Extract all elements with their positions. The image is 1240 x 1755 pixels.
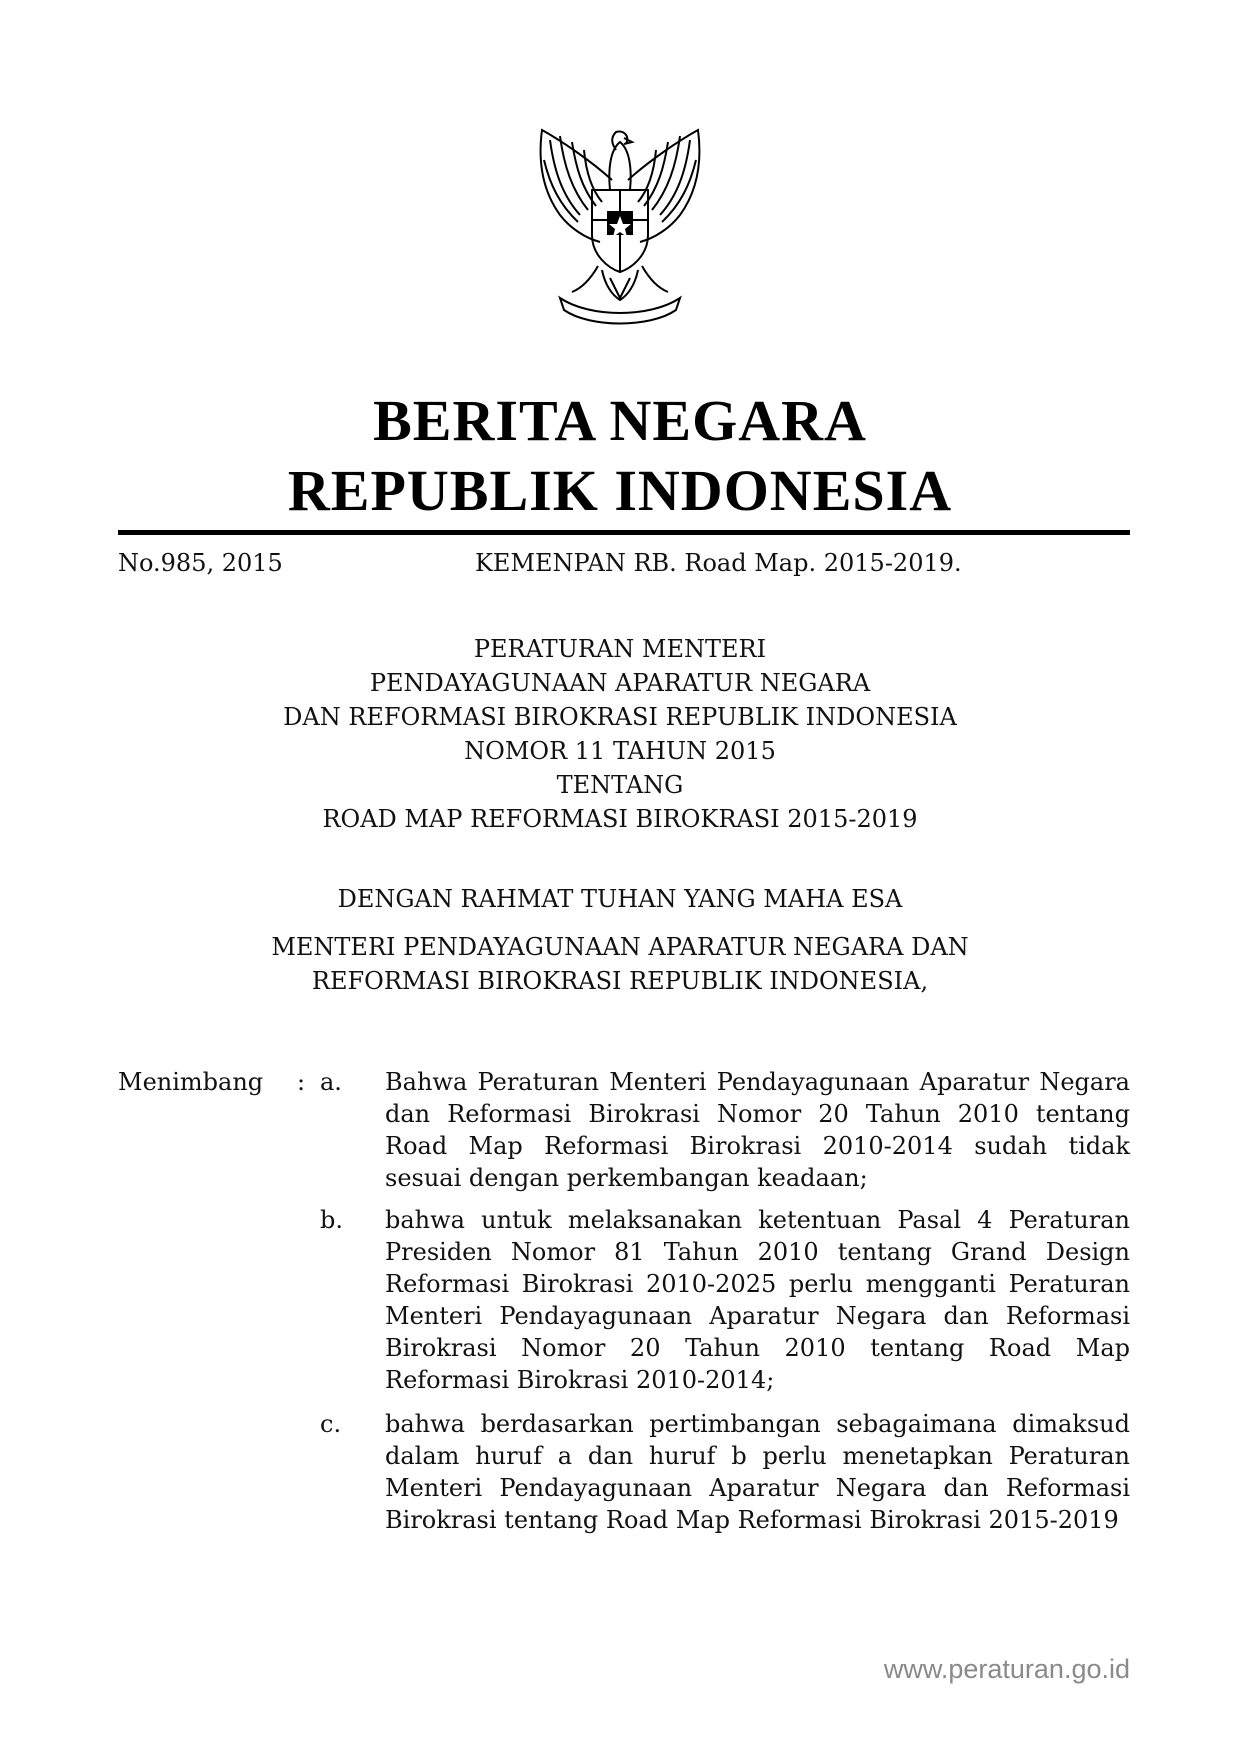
masthead-title-line2: REPUBLIK INDONESIA [287,458,953,523]
blessing-line [0,882,1240,916]
masthead-title-line1: BERITA NEGARA [373,388,867,453]
regulation-heading-line: ROAD MAP REFORMASI BIROKRASI 2015-2019 [322,805,918,833]
regulation-heading-line: PENDAYAGUNAAN APARATUR NEGARA [369,669,871,697]
minister-heading-line: REFORMASI BIROKRASI REPUBLIK INDONESIA, [311,967,929,995]
item-letter: b. [320,1206,343,1234]
regulation-heading-line: TENTANG [556,771,684,799]
masthead-divider [118,530,1130,535]
blessing-text: DENGAN RAHMAT TUHAN YANG MAHA ESA [337,885,903,913]
regulation-heading-line: NOMOR 11 TAHUN 2015 [464,737,776,765]
minister-heading-line: MENTERI PENDAYAGUNAAN APARATUR NEGARA DAN [271,933,969,961]
gazette-number: No.985, 2015 [118,549,283,577]
item-letter: c. [320,1410,342,1438]
item-text: bahwa untuk melaksanakan ketentuan Pasal 4 Peraturan Presiden Nomor 81 Tahun 2010 tentang Grand Design Reformasi Birokrasi 2010-2025 perlu mengganti Peraturan Menteri Pendayagunaan Aparatur Negara dan Reformasi Birokrasi Nomor 20 Tahun 2010 tentang Road Map Reformasi Birokrasi 2010-2014; [385,1206,1130,1394]
considering-label: Menimbang [118,1068,264,1096]
regulation-heading-line: PERATURAN MENTERI [473,635,767,663]
garuda-emblem-icon [520,120,720,330]
minister-heading [0,930,1240,998]
gazette-subject: KEMENPAN RB. Road Map. 2015-2019. [475,549,962,577]
regulation-heading-line: DAN REFORMASI BIROKRASI REPUBLIK INDONESIA [283,703,957,731]
item-text: bahwa berdasarkan pertimbangan sebagaimana dimaksud dalam huruf a dan huruf b perlu menetapkan Peraturan Menteri Pendayagunaan Aparatur Negara dan Reformasi Birokrasi tentang Road Map Reformasi Birokrasi 2015-2019 [385,1410,1130,1534]
item-text: Bahwa Peraturan Menteri Pendayagunaan Aparatur Negara dan Reformasi Birokrasi Nomor 20 Tahun 2010 tentang Road Map Reformasi Birokrasi 2010-2014 sudah tidak sesuai dengan perkembangan keadaan; [385,1068,1130,1192]
footer-url: www.peraturan.go.id [883,1654,1130,1684]
regulation-heading [0,632,1240,836]
considering-colon: : [297,1068,306,1096]
item-letter: a. [320,1068,342,1096]
